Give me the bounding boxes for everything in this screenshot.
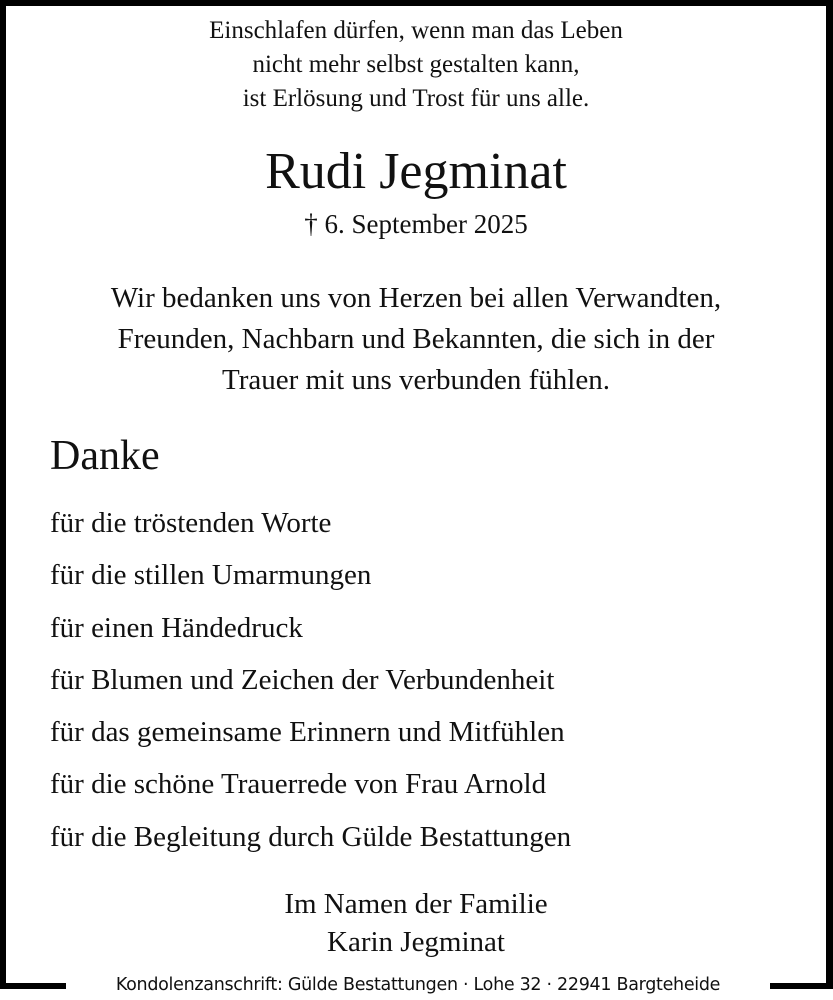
motto-verse	[6, 14, 826, 116]
thanks-line: Freunden, Nachbarn und Bekannten, die sich in der	[117, 323, 715, 355]
list-item: für die Begleitung durch Gülde Bestattungen	[50, 820, 572, 853]
condolence-address: Kondolenzanschrift: Gülde Bestattungen · Lohe 32 · 22941 Bargteheide	[115, 975, 721, 995]
frame-border-top	[0, 0, 833, 6]
list-item: für die schöne Trauerrede von Frau Arnold	[50, 768, 547, 801]
thanks-paragraph	[6, 278, 826, 401]
danke-list	[50, 497, 571, 863]
frame-border-bottom-right	[770, 983, 833, 989]
signature-name: Karin Jegminat	[327, 926, 505, 958]
frame-border-right	[826, 0, 833, 989]
signature-intro: Im Namen der Familie	[284, 888, 548, 920]
frame-border-bottom-left	[0, 983, 66, 989]
motto-line: ist Erlösung und Trost für uns alle.	[242, 85, 590, 112]
motto-line: Einschlafen dürfen, wenn man das Leben	[209, 17, 623, 44]
deceased-name: Rudi Jegminat	[265, 143, 567, 200]
list-item: für die stillen Umarmungen	[50, 559, 372, 592]
danke-heading: Danke	[50, 433, 160, 479]
motto-line: nicht mehr selbst gestalten kann,	[252, 51, 580, 78]
list-item: für Blumen und Zeichen der Verbundenheit	[50, 663, 555, 696]
list-item: für das gemeinsame Erinnern und Mitfühlen	[50, 716, 565, 749]
list-item: für die tröstenden Worte	[50, 507, 332, 539]
list-item: für einen Händedruck	[50, 611, 303, 644]
thanks-line: Trauer mit uns verbunden fühlen.	[222, 364, 610, 396]
death-date: † 6. September 2025	[304, 209, 528, 239]
thanks-line: Wir bedanken uns von Herzen bei allen Verwandten,	[110, 282, 722, 314]
